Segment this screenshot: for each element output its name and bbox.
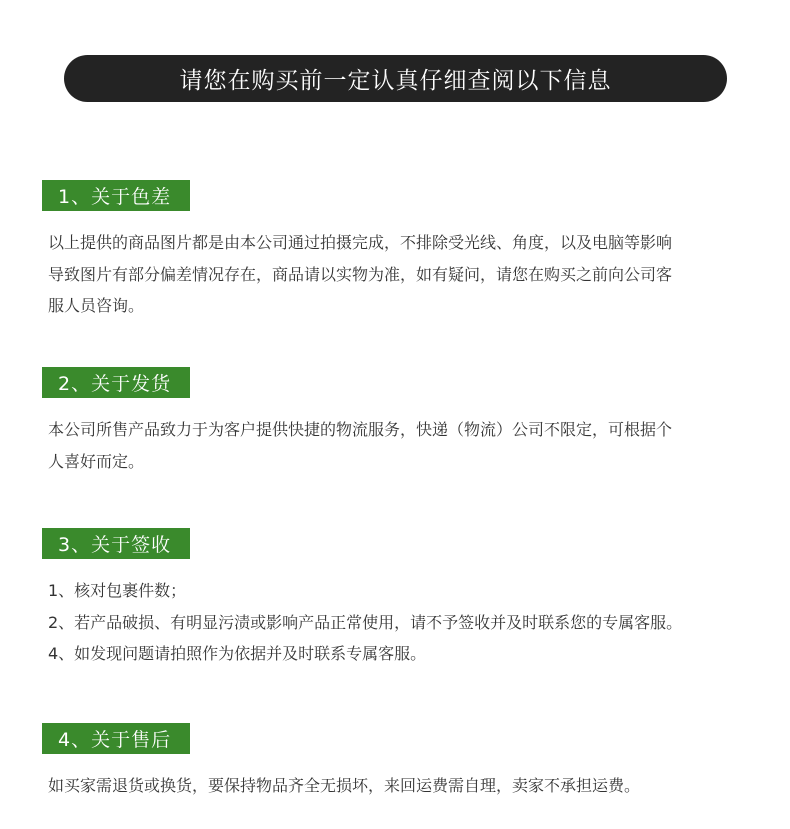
section-label-after-sales: 4、关于售后 [42,723,190,754]
section-body-shipping [48,414,758,477]
body-line: 如买家需退货或换货，要保持物品齐全无损坏，来回运费需自理，卖家不承担运费。 [48,776,641,795]
body-line: 导致图片有部分偏差情况存在，商品请以实物为准，如有疑问，请您在购买之前向公司客 [48,264,673,284]
body-line: 服人员咨询。 [48,296,145,315]
notice-banner [64,55,727,102]
list-item: 1、核对包裹件数； [48,581,187,600]
list-item: 4、如发现问题请拍照作为依据并及时联系专属客服。 [48,644,427,663]
list-item: 2、若产品破损、有明显污渍或影响产品正常使用，请不予签收并及时联系您的专属客服。 [48,612,683,632]
section-label-color-difference: 1、关于色差 [42,180,190,211]
section-body-after-sales [48,770,758,802]
banner-title: 请您在购买前一定认真仔细查阅以下信息 [179,68,612,94]
section-body-signing [48,575,758,670]
body-line: 本公司所售产品致力于为客户提供快捷的物流服务，快递（物流）公司不限定，可根据个 [48,420,673,439]
section-label-shipping: 2、关于发货 [42,367,190,398]
body-line: 人喜好而定。 [48,451,145,471]
section-body-color-difference [48,227,758,322]
body-line: 以上提供的商品图片都是由本公司通过拍摄完成，不排除受光线、角度，以及电脑等影响 [48,233,673,252]
section-label-signing: 3、关于签收 [42,528,190,559]
